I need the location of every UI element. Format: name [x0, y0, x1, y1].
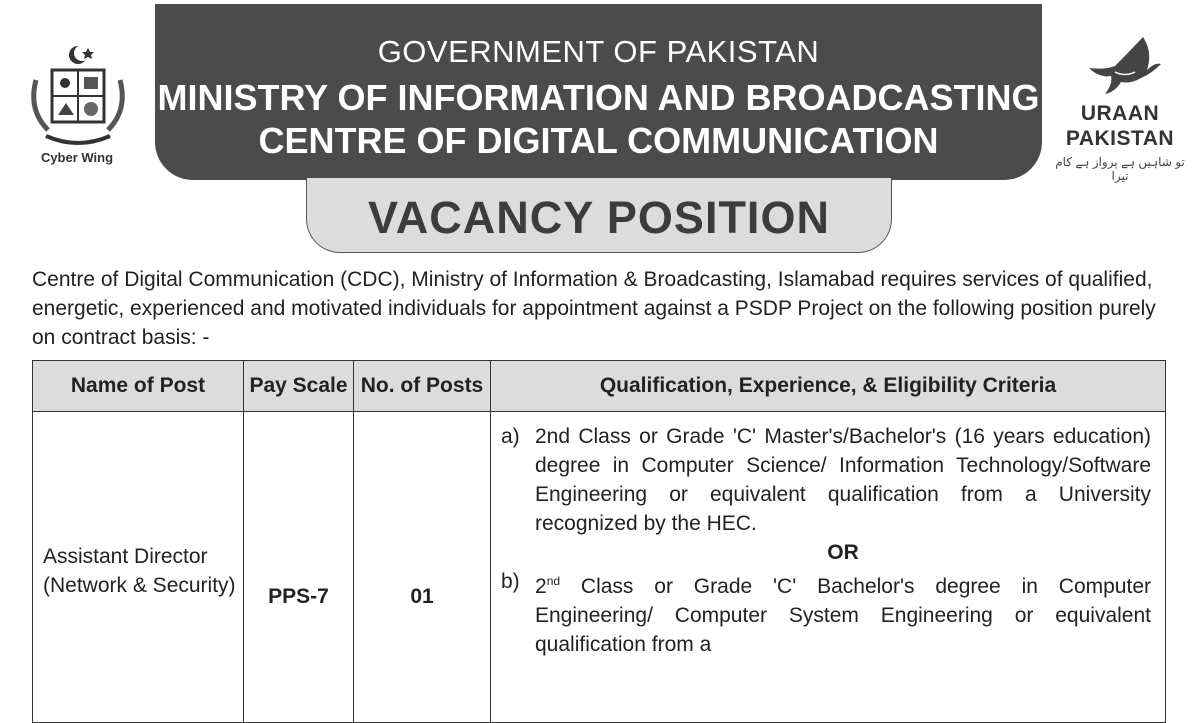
header-centre: CENTRE OF DIGITAL COMMUNICATION [258, 120, 939, 161]
header-name-of-post: Name of Post [33, 361, 244, 412]
header-criteria: Qualification, Experience, & Eligibility Criteria [491, 361, 1166, 412]
criteria-cell [491, 412, 1166, 723]
uraan-logo-line1: URAAN [1080, 102, 1160, 125]
post-cell [33, 412, 244, 723]
header-government: GOVERNMENT OF PAKISTAN [377, 34, 820, 69]
header-no-of-posts: No. of Posts [354, 361, 491, 412]
uraan-logo-line2: PAKISTAN [1065, 127, 1175, 150]
criteria-item-a [501, 422, 1151, 538]
criteria-a-label: a) [501, 425, 520, 448]
criteria-b-text: Class or Grade 'C' Bachelor's degree in Computer Engineering/ Computer System Engineering or equivalent qualification from a [535, 575, 1151, 656]
vacancy-title: VACANCY POSITION [306, 178, 892, 253]
criteria-b-label: b) [501, 570, 520, 593]
intro-paragraph: Centre of Digital Communication (CDC), Ministry of Information & Broadcasting, Islamabad requires services of qualified, energetic, experienced and motivated individuals for appointment against a PSDP Project on the following position purely on contract basis: - [32, 268, 1156, 349]
criteria-b-body [535, 567, 1151, 659]
criteria-b-sup: nd [546, 574, 561, 588]
pay-scale-value: PPS-7 [268, 585, 329, 608]
posts-value: 01 [410, 585, 434, 608]
criteria-or: OR [827, 541, 859, 564]
cyber-wing-caption: Cyber Wing [40, 150, 114, 165]
posts-cell [354, 412, 491, 723]
post-name: Assistant Director (Network & Security) [43, 545, 236, 597]
table-row [33, 412, 1166, 723]
table-header-row [33, 361, 1166, 412]
criteria-b-prefix: 2 [535, 575, 547, 598]
header-band [155, 4, 1042, 180]
vacancy-table [32, 360, 1166, 723]
uraan-tagline: تو شاہیں ہے پرواز ہے کام تیرا [1055, 155, 1185, 183]
criteria-item-b [501, 567, 1151, 659]
pay-scale-cell [244, 412, 354, 723]
criteria-a-text: 2nd Class or Grade 'C' Master's/Bachelor's (16 years education) degree in Computer Science/ Information Technology/Software Engineering or equivalent qualification from a University recognized by the HEC. [535, 425, 1151, 535]
header-pay-scale: Pay Scale [244, 361, 354, 412]
header-ministry: MINISTRY OF INFORMATION AND BROADCASTING [157, 77, 1040, 118]
